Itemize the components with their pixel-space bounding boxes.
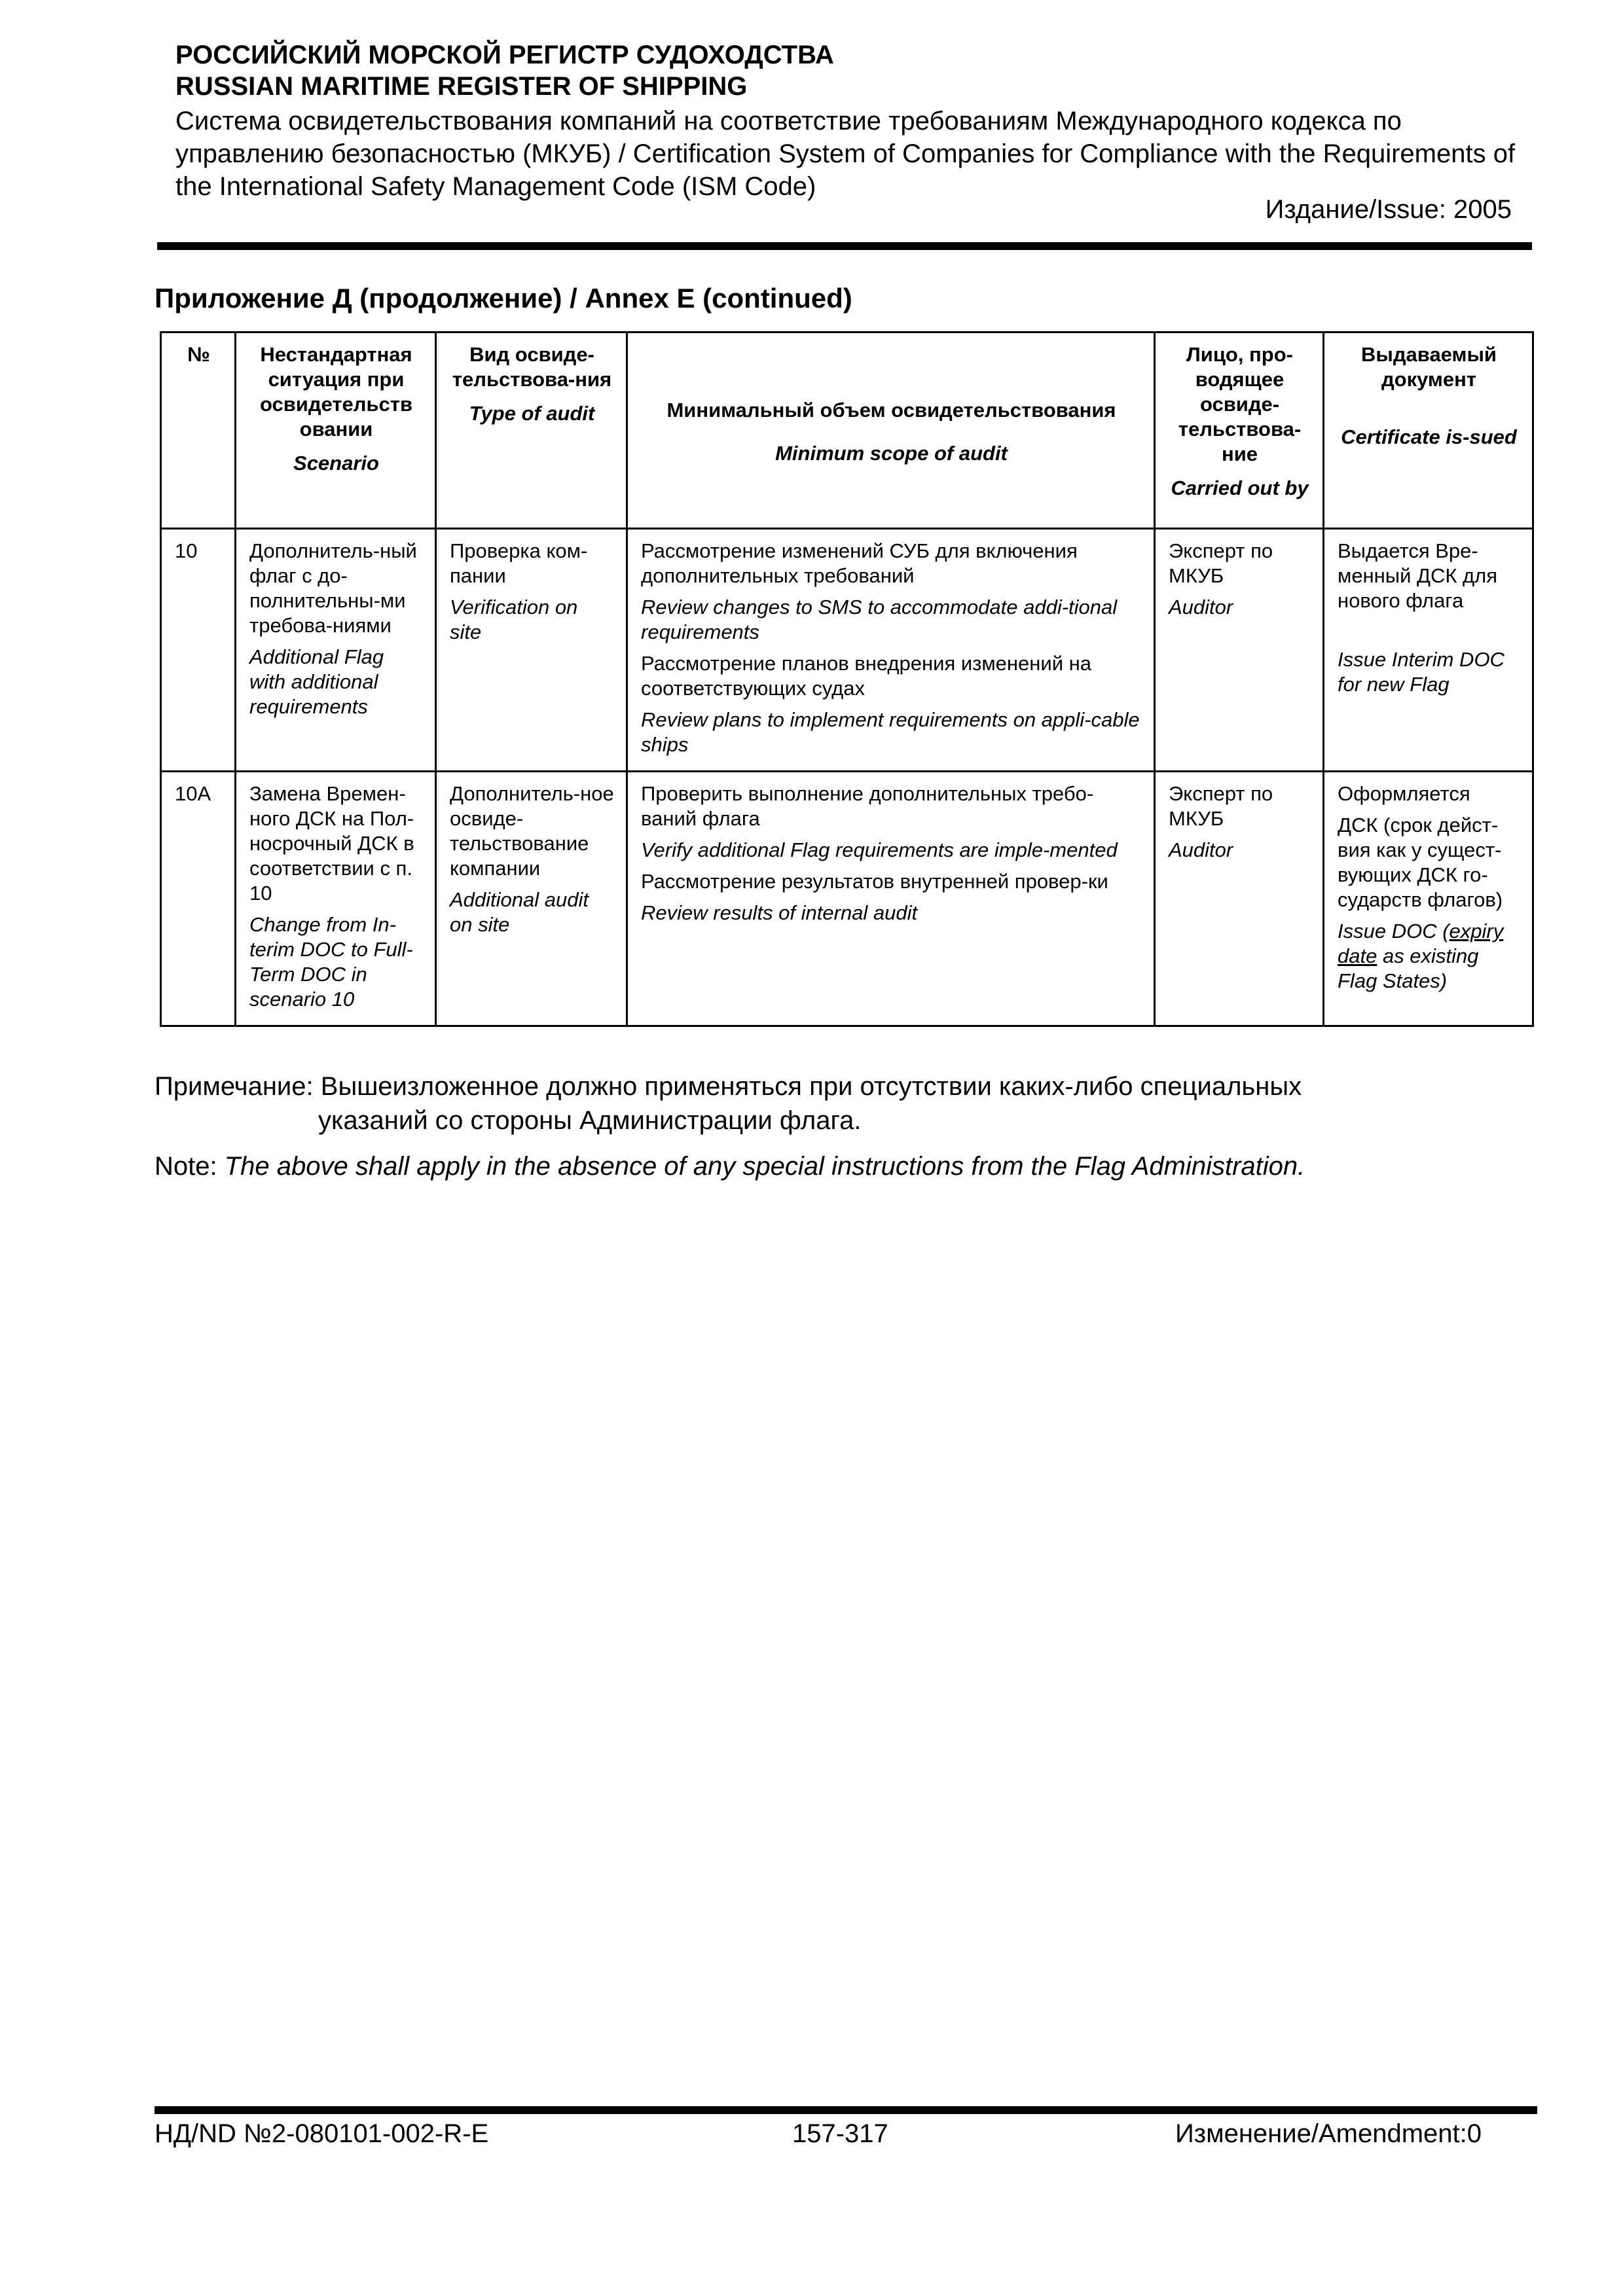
header-title-ru: РОССИЙСКИЙ МОРСКОЙ РЕГИСТР СУДОХОДСТВА: [175, 41, 834, 69]
footer-doc-number: НД/ND №2-080101-002-R-E: [155, 2119, 489, 2148]
footer-amendment: Изменение/Amendment:0: [1175, 2119, 1482, 2148]
note-en-label: Note:: [155, 1152, 217, 1181]
table-header-row: [161, 332, 1533, 529]
col-header-audit-type: Вид освиде-тельствова-ния Type of audit: [436, 332, 627, 529]
cell-scope: Рассмотрение изменений СУБ для включения дополнительных требований Review changes to SMS to accommodate addi-tional requirements Рассмотрение планов внедрения изменений на соответствующих судах Review plans to implement requirements on appli-cable ships: [627, 529, 1155, 772]
cell-no: 10A: [161, 772, 236, 1026]
col-header-carried-out-by: Лицо, про-водящее освиде-тельствова-ние Carried out by: [1155, 332, 1324, 529]
note-ru: [155, 1069, 1529, 1138]
col-header-scenario: Нестандартная ситуация при освидетельств овании Scenario: [236, 332, 436, 529]
col-header-certificate: Выдаваемый документ Certificate is-sued: [1324, 332, 1533, 529]
cell-carried-out-by: Эксперт по МКУБ Auditor: [1155, 529, 1324, 772]
note-en: [155, 1149, 1305, 1183]
cell-scope: Проверить выполнение дополнительных требо-ваний флага Verify additional Flag requirements are imple-mented Рассмотрение результатов внутренней провер-ки Review results of internal audit: [627, 772, 1155, 1026]
cell-scenario: Дополнитель-ный флаг с до-полнительны-ми требова-ниями Additional Flag with additional requirements: [236, 529, 436, 772]
header-rule: [157, 242, 1532, 250]
cell-no: 10: [161, 529, 236, 772]
cell-certificate: Оформляется ДСК (срок дейст-вия как у сущест-вующих ДСК го-сударств флагов) Issue DOC (expiry date as existing Flag States): [1324, 772, 1533, 1026]
note-en-text: The above shall apply in the absence of any special instructions from the Flag Administration.: [224, 1152, 1305, 1181]
footer-page-number: 157-317: [792, 2119, 888, 2148]
header-title-en: RUSSIAN MARITIME REGISTER OF SHIPPING: [175, 72, 748, 101]
col-header-scope: Минимальный объем освидетельствования Minimum scope of audit: [627, 332, 1155, 529]
cell-certificate: Выдается Вре-менный ДСК для нового флага Issue Interim DOC for new Flag: [1324, 529, 1533, 772]
note-ru-text-2: указаний со стороны Администрации флага.: [318, 1106, 862, 1135]
table-row: [161, 772, 1533, 1026]
table-row: [161, 529, 1533, 772]
audit-table: [160, 331, 1534, 1027]
document-header: [175, 39, 1524, 203]
note-ru-text-1: Вышеизложенное должно применяться при отсутствии каких-либо специальных: [320, 1072, 1302, 1101]
cell-scenario: Замена Времен-ного ДСК на Пол-носрочный ДСК в соответствии с п. 10 Change from In-terim DOC to Full-Term DOC in scenario 10: [236, 772, 436, 1026]
cell-audit-type: Дополнитель-ное освиде-тельствование компании Additional audit on site: [436, 772, 627, 1026]
cell-audit-type: Проверка ком-пании Verification on site: [436, 529, 627, 772]
header-description: Система освидетельствования компаний на соответствие требованиям Международного кодекса по управлению безопасностью (МКУБ) / Certification System of Companies for Compliance with the Requirements of the International Safety Management Code (ISM Code): [175, 107, 1516, 201]
issue-label: Издание/Issue: 2005: [1265, 195, 1512, 224]
annex-title: Приложение Д (продолжение) / Annex E (continued): [155, 283, 852, 314]
footer-rule: [155, 2106, 1537, 2114]
cell-carried-out-by: Эксперт по МКУБ Auditor: [1155, 772, 1324, 1026]
col-header-no: №: [161, 332, 236, 529]
note-ru-label: Примечание:: [155, 1072, 314, 1101]
